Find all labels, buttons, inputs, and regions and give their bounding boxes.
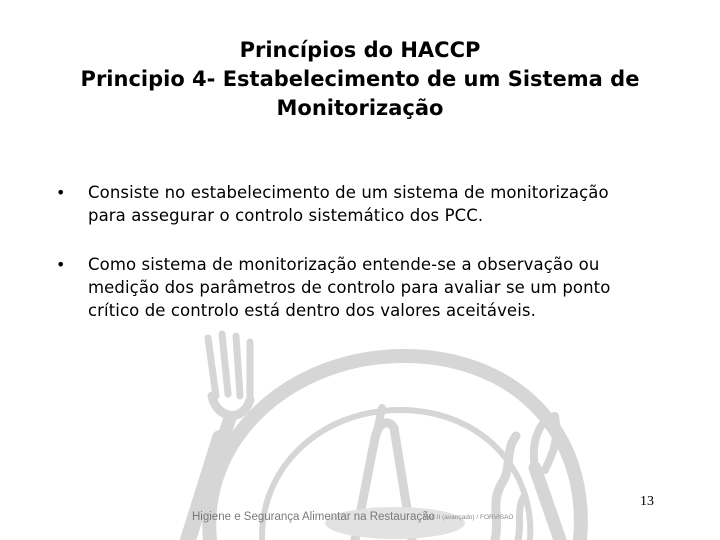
- bullet-item: [56, 181, 676, 227]
- slide-title: [20, 36, 700, 123]
- bullet-marker: •: [56, 255, 66, 274]
- bullet-list: [56, 181, 676, 322]
- bullet-item: [56, 253, 676, 322]
- footer-subtitle: Vol. II (avançado) / FORVISAO: [424, 514, 514, 521]
- bullet-text-line: crítico de controlo está dentro dos valores aceitáveis.: [88, 301, 536, 320]
- page-number: 13: [640, 494, 654, 509]
- title-line-3: Monitorização: [276, 96, 444, 120]
- bullet-text-line: medição dos parâmetros de controlo para avaliar se um ponto: [88, 278, 611, 297]
- title-line-2: Principio 4- Estabelecimento de um Sistema de: [80, 67, 640, 91]
- bullet-text-line: Como sistema de monitorização entende-se a observação ou: [88, 255, 600, 274]
- plate-fork-knife-icon: [150, 318, 600, 540]
- bullet-text-line: para assegurar o controlo sistemático dos PCC.: [88, 206, 484, 225]
- bullet-text-line: Consiste no estabelecimento de um sistema de monitorização: [88, 183, 609, 202]
- title-line-1: Princípios do HACCP: [239, 38, 481, 62]
- footer-title: Higiene e Segurança Alimentar na Restauração: [192, 511, 435, 523]
- bullet-marker: •: [56, 183, 66, 202]
